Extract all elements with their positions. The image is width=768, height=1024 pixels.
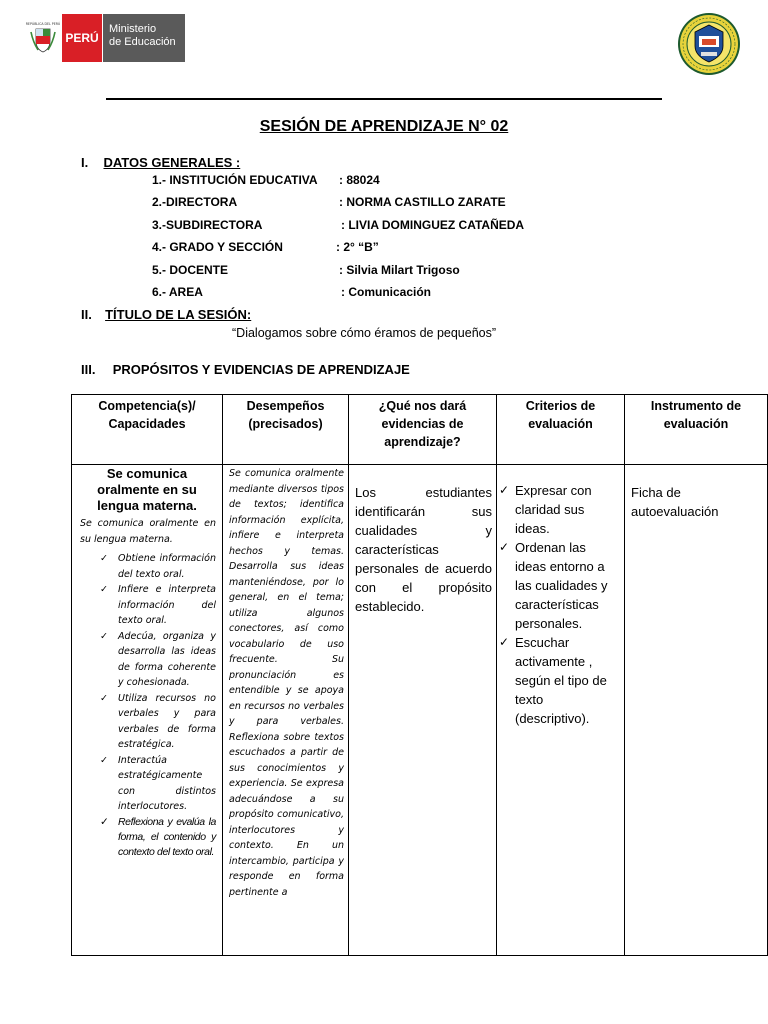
general-data-value: : 88024	[339, 173, 380, 187]
general-data-value: : 2° “B”	[336, 240, 379, 254]
ministry-line-2: de Educación	[109, 36, 176, 48]
capacidades-list	[72, 551, 222, 860]
header-evidencias: ¿Qué nos dará evidencias de aprendizaje?	[349, 395, 497, 465]
learning-purposes-table	[71, 394, 768, 956]
general-data-label: 1.- INSTITUCIÓN EDUCATIVA	[152, 173, 318, 187]
section-3-heading	[81, 362, 410, 377]
list-item	[94, 691, 216, 753]
criterio-text: Ordenan las ideas entorno a las cualidades y características personales.	[515, 540, 608, 631]
capacidad-text: Interactúa estratégicamente con distintos interlocutores.	[118, 754, 216, 812]
ministry-line-1: Ministerio	[109, 23, 157, 35]
session-title: “Dialogamos sobre cómo éramos de pequeños”	[232, 326, 497, 340]
capacidad-text: Adecúa, organiza y desarrolla las ideas de forma coherente y cohesionada.	[118, 630, 216, 688]
section-3-label: PROPÓSITOS Y EVIDENCIAS DE APRENDIZAJE	[112, 362, 410, 377]
capacidad-text: Infiere e interpreta información del texto oral.	[118, 584, 216, 626]
checkmark-icon: ✓	[100, 553, 108, 564]
table-row	[72, 465, 768, 956]
section-3-number: III.	[81, 362, 96, 377]
general-data-label: 5.- DOCENTE	[152, 263, 229, 277]
header-competencia: Competencia(s)/ Capacidades	[72, 395, 223, 465]
desempeno-text: Se comunica oralmente mediante diversos tipos de textos; identifica información explícita, infiere e interpreta hechos y temas. Desarrolla sus ideas manteniéndose, por lo general, en el tema; utiliza algunos conectores, así como vocabulario de uso frecuente. Su pronunciación es entendible y se apoya en recursos no verbales y para verbales. Reflexiona sobre textos escuchados a partir de sus conocimientos y experiencia. Se expresa adecuándose a su propósito comunicativo, interlocutores y contexto. En un intercambio, participa y responde en forma pertinente a	[229, 468, 344, 898]
section-1-heading	[81, 155, 240, 170]
checkmark-icon: ✓	[499, 635, 510, 649]
checkmark-icon: ✓	[100, 692, 108, 704]
ministry-logo	[24, 14, 185, 62]
school-seal-icon	[677, 12, 741, 76]
checkmark-icon: ✓	[100, 815, 109, 828]
header-instrumento: Instrumento de evaluación	[625, 395, 768, 465]
section-2-label: TÍTULO DE LA SESIÓN:	[105, 307, 252, 322]
checkmark-icon: ✓	[100, 754, 108, 766]
list-item	[497, 633, 620, 728]
header-desempenos: Desempeños (precisados)	[223, 395, 349, 465]
general-data-label: 6.- AREA	[152, 285, 203, 299]
header-divider	[106, 98, 662, 100]
checkmark-icon: ✓	[499, 540, 510, 554]
section-2-heading	[81, 307, 251, 322]
section-1-number: I.	[81, 155, 89, 170]
capacidad-text: Reflexiona y evalúa la forma, el contenido y contexto del texto oral.	[118, 815, 216, 858]
header-criterios: Criterios de evaluación	[497, 395, 625, 465]
list-item	[497, 538, 620, 633]
evidencia-text: Los estudiantes identificarán sus cualidades y características personales de acuerdo con el propósito establecido.	[355, 485, 492, 614]
list-item	[94, 551, 216, 582]
general-data-value: : LIVIA DOMINGUEZ CATAÑEDA	[341, 218, 525, 232]
general-data-label: 4.- GRADO Y SECCIÓN	[152, 240, 283, 254]
general-data-label: 3.-SUBDIRECTORA	[152, 218, 263, 232]
list-item	[94, 815, 216, 860]
capacidad-text: Utiliza recursos no verbales y para verbales de forma estratégica.	[118, 692, 216, 750]
general-data-value: : Comunicación	[341, 285, 432, 299]
competencia-title: Se comunica oralmente en su lengua materna.	[97, 466, 197, 513]
general-data-value: : NORMA CASTILLO ZARATE	[339, 195, 506, 209]
list-item	[497, 481, 620, 538]
document-title: SESIÓN DE APRENDIZAJE N° 02	[259, 118, 509, 135]
section-1-label: DATOS GENERALES :	[103, 155, 241, 170]
instrumento-cell	[625, 465, 768, 956]
checkmark-icon: ✓	[499, 483, 510, 497]
instrumento-text: Ficha de autoevaluación	[631, 485, 719, 519]
section-2-number: II.	[81, 307, 92, 322]
criterios-list	[497, 481, 624, 728]
competencia-intro: Se comunica oralmente en su lengua materna.	[80, 518, 216, 545]
table-header-row	[72, 395, 768, 465]
list-item	[94, 629, 216, 691]
list-item	[94, 753, 216, 815]
competencia-cell	[72, 465, 223, 956]
criterio-text: Expresar con claridad sus ideas.	[515, 483, 592, 536]
general-data-label: 2.-DIRECTORA	[152, 195, 238, 209]
coat-of-arms-icon	[24, 14, 62, 62]
svg-text:REPÚBLICA DEL PERÚ: REPÚBLICA DEL PERÚ	[25, 22, 61, 26]
checkmark-icon: ✓	[100, 630, 108, 642]
general-data-value: : Silvia Milart Trigoso	[339, 263, 460, 277]
list-item	[94, 582, 216, 629]
evidencia-cell	[349, 465, 497, 956]
criterios-cell	[497, 465, 625, 956]
criterio-text: Escuchar activamente , según el tipo de texto (descriptivo).	[515, 635, 607, 726]
ministry-name	[102, 14, 185, 62]
checkmark-icon: ✓	[100, 584, 108, 595]
peru-label: PERÚ	[62, 14, 102, 62]
capacidad-text: Obtiene información del texto oral.	[118, 553, 216, 580]
desempeno-cell	[223, 465, 349, 956]
